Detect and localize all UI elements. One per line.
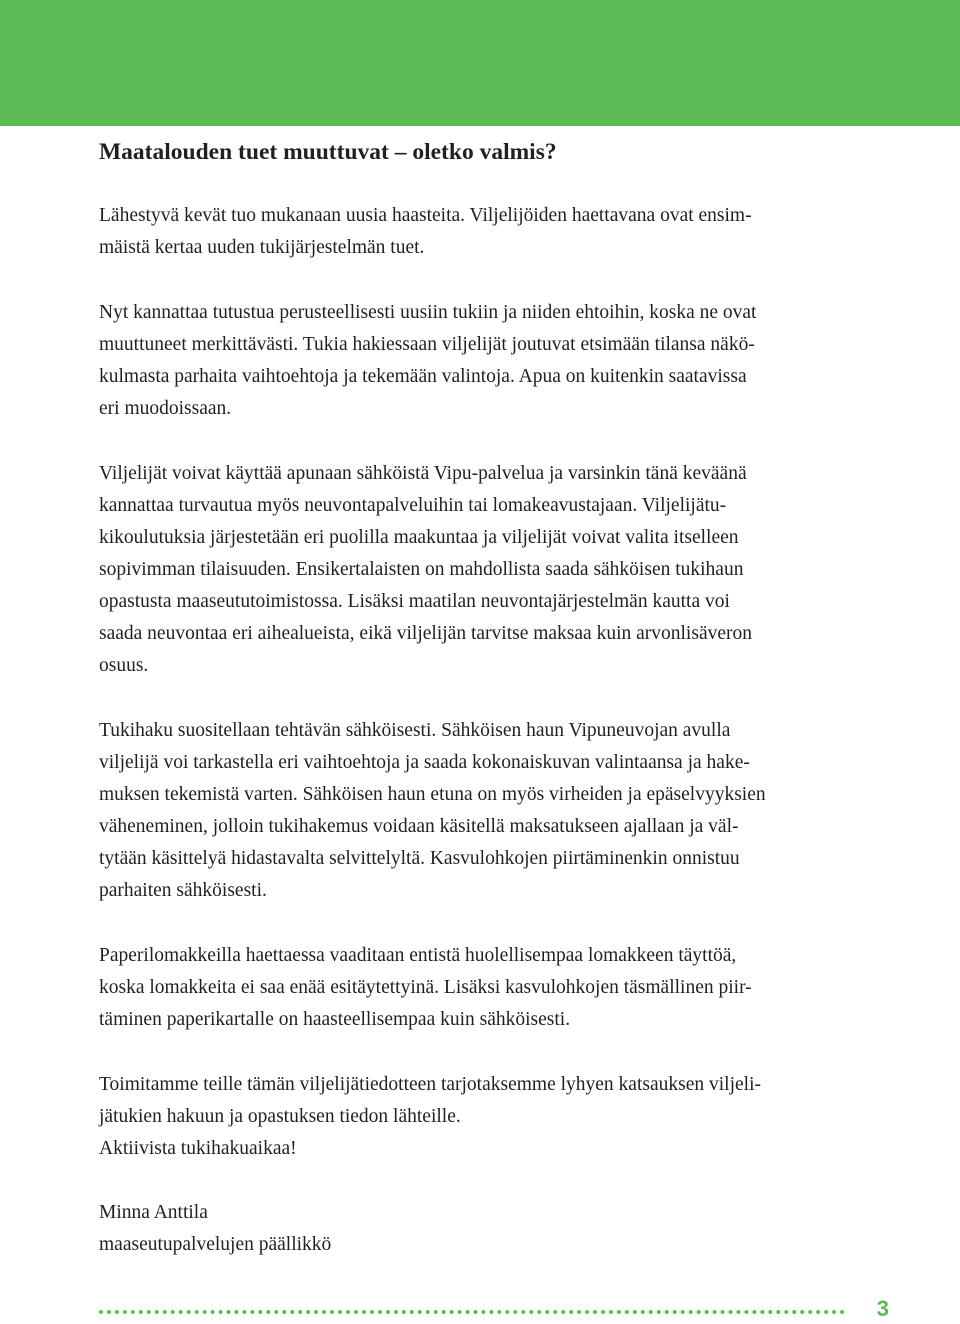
text-line: parhaiten sähköisesti. <box>99 880 267 901</box>
text-line: muuttuneet merkittävästi. Tukia hakiessaan viljelijät joutuvat etsimään tilansa näkö- <box>99 334 755 355</box>
signature <box>99 1197 879 1261</box>
text-line: opastusta maaseututoimistossa. Lisäksi maatilan neuvontajärjestelmän kautta voi <box>99 591 730 612</box>
text-line: kikoulutuksia järjestetään eri puolilla maakuntaa ja viljelijät voivat valita itselleen <box>99 527 739 548</box>
page-number: 3 <box>876 1296 889 1321</box>
paragraph-intro <box>99 200 879 264</box>
text-line: Paperilomakkeilla haettaessa vaaditaan entistä huolellisempaa lomakkeen täyttöä, <box>99 945 737 966</box>
text-line: Tukihaku suositellaan tehtävän sähköisesti. Sähköisen haun Vipuneuvojan avulla <box>99 720 731 741</box>
text-line: koska lomakkeita ei saa enää esitäytettyinä. Lisäksi kasvulohkojen täsmällinen piir- <box>99 977 752 998</box>
text-line: tytään käsittelyä hidastavalta selvittelyltä. Kasvulohkojen piirtäminenkin onnistuu <box>99 848 740 869</box>
text-line: väheneminen, jolloin tukihakemus voidaan käsitellä maksatukseen ajallaan ja väl- <box>99 816 739 837</box>
article-title: Maatalouden tuet muuttuvat – oletko valmis? <box>99 139 557 165</box>
text-line: kulmasta parhaita vaihtoehtoja ja tekemään valintoja. Apua on kuitenkin saatavissa <box>99 366 747 387</box>
paragraph-electronic-application <box>99 715 879 907</box>
text-line: täminen paperikartalle on haasteellisempaa kuin sähköisesti. <box>99 1009 571 1030</box>
article <box>99 136 879 1261</box>
paragraph-help-options <box>99 458 879 682</box>
text-line: eri muodoissaan. <box>99 398 232 419</box>
text-line: mäistä kertaa uuden tukijärjestelmän tuet. <box>99 237 425 258</box>
dotted-rule <box>99 1310 845 1314</box>
text-line: Toimitamme teille tämän viljelijätiedotteen tarjotaksemme lyhyen katsauksen viljeli- <box>99 1074 761 1095</box>
text-line: Lähestyvä kevät tuo mukanaan uusia haasteita. Viljelijöiden haettavana ovat ensim- <box>99 205 752 226</box>
text-line: sopivimman tilaisuuden. Ensikertalaisten on mahdollista saada sähköisen tukihaun <box>99 559 744 580</box>
paragraph-closing <box>99 1069 879 1165</box>
text-line: viljelijä voi tarkastella eri vaihtoehtoja ja saada kokonaiskuvan valintaansa ja hake- <box>99 752 750 773</box>
text-line: Viljelijät voivat käyttää apunaan sähköistä Vipu-palvelua ja varsinkin tänä keväänä <box>99 463 747 484</box>
text-line: osuus. <box>99 655 149 676</box>
paragraph-paper-forms <box>99 940 879 1036</box>
signature-role: maaseutupalvelujen päällikkö <box>99 1234 332 1255</box>
header-color-band <box>0 0 960 126</box>
text-line: muksen tekemistä varten. Sähköisen haun etuna on myös virheiden ja epäselvyyksien <box>99 784 766 805</box>
paragraph-new-subsidies <box>99 297 879 425</box>
text-line: saada neuvontaa eri aihealueista, eikä viljelijän tarvitse maksaa kuin arvonlisäveron <box>99 623 752 644</box>
text-line: Nyt kannattaa tutustua perusteellisesti uusiin tukiin ja niiden ehtoihin, koska ne ovat <box>99 302 757 323</box>
text-line: jätukien hakuun ja opastuksen tiedon lähteille. <box>99 1106 461 1127</box>
text-line: kannattaa turvautua myös neuvontapalveluihin tai lomakeavustajaan. Viljelijätu- <box>99 495 727 516</box>
signature-name: Minna Anttila <box>99 1202 208 1223</box>
text-line: Aktiivista tukihakuaikaa! <box>99 1138 297 1159</box>
